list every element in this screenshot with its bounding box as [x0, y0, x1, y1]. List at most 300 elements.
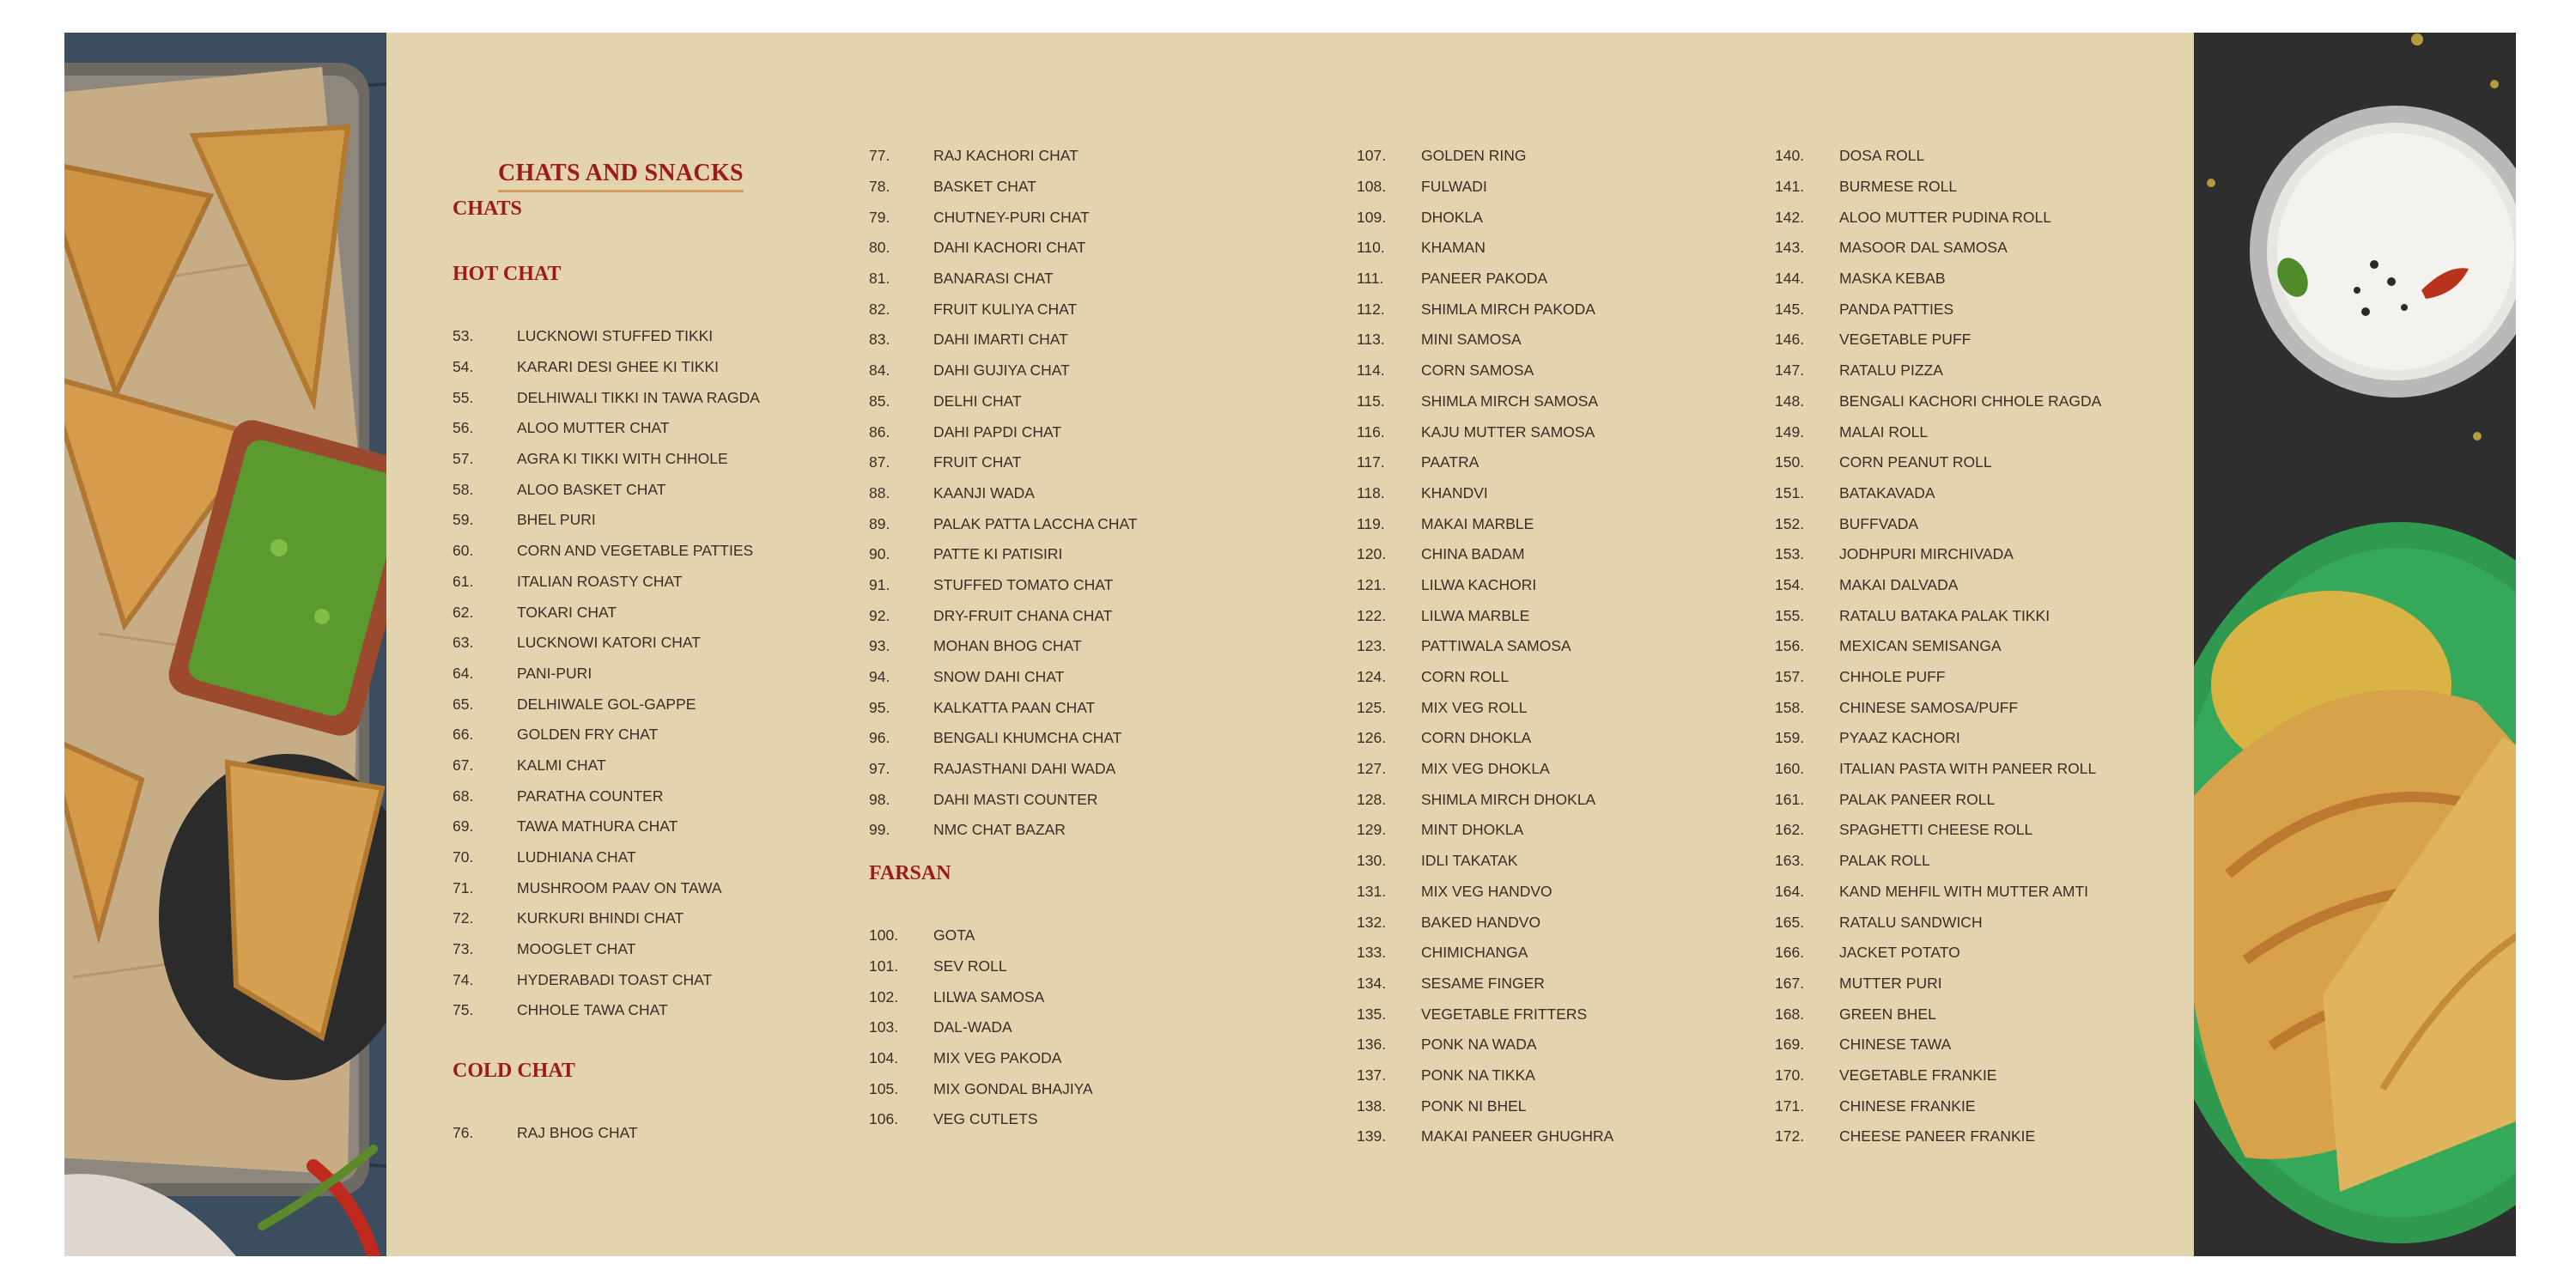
item-number: 64. [453, 664, 474, 682]
list-item [869, 202, 1138, 233]
list-item [1775, 416, 2101, 447]
list-item [453, 995, 760, 1026]
item-name: TOKARI CHAT [517, 603, 617, 621]
item-name: VEGETABLE PUFF [1839, 331, 1971, 349]
list-item [453, 352, 760, 383]
item-name: MAKAI PANEER GHUGHRA [1421, 1127, 1614, 1145]
item-name: CHINA BADAM [1421, 545, 1525, 563]
item-number: 172. [1775, 1127, 1805, 1145]
list-item [453, 505, 760, 536]
hot-chat-list [453, 321, 760, 1026]
item-name: DHOKLA [1421, 208, 1483, 226]
item-number: 99. [869, 821, 890, 839]
item-name: MIX GONDAL BHAJIYA [933, 1079, 1093, 1097]
item-name: NMC CHAT BAZAR [933, 821, 1066, 839]
list-item [1775, 999, 2101, 1030]
item-number: 159. [1775, 729, 1805, 747]
item-name: DOSA ROLL [1839, 147, 1925, 165]
item-name: DELHI CHAT [933, 392, 1022, 410]
list-item [1775, 508, 2101, 539]
item-number: 132. [1357, 913, 1387, 931]
list-item [1775, 325, 2101, 355]
list-item [1775, 754, 2101, 785]
item-number: 80. [869, 239, 890, 257]
item-number: 116. [1357, 422, 1385, 440]
list-item [1357, 141, 1613, 172]
item-name: AGRA KI TIKKI WITH CHHOLE [517, 450, 728, 468]
list-item [1775, 264, 2101, 295]
item-number: 72. [453, 909, 474, 927]
item-number: 134. [1357, 974, 1387, 992]
column-2-list [869, 141, 1138, 846]
list-item [869, 1043, 1093, 1074]
list-item [1775, 662, 2101, 693]
item-name: KHAMAN [1421, 239, 1485, 257]
item-name: SPAGHETTI CHEESE ROLL [1839, 821, 2033, 839]
item-number: 166. [1775, 944, 1805, 962]
item-name: CORN ROLL [1421, 668, 1510, 686]
list-item [1357, 325, 1613, 355]
item-name: CHHOLE TAWA CHAT [517, 1001, 668, 1019]
item-name: JODHPURI MIRCHIVADA [1839, 545, 2014, 563]
list-item [869, 172, 1138, 203]
list-item [1357, 1091, 1613, 1121]
item-number: 60. [453, 542, 474, 560]
item-name: KAND MEHFIL WITH MUTTER AMTI [1839, 882, 2089, 900]
item-number: 120. [1357, 545, 1387, 563]
item-number: 114. [1357, 361, 1385, 380]
item-name: CHINESE TAWA [1839, 1036, 1952, 1054]
item-number: 77. [869, 147, 890, 165]
item-number: 117. [1357, 453, 1385, 471]
item-name: BUFFVADA [1839, 514, 1919, 532]
list-item [869, 264, 1138, 295]
item-number: 104. [869, 1049, 899, 1067]
item-number: 164. [1775, 882, 1805, 900]
list-item [453, 444, 760, 475]
list-item [453, 597, 760, 628]
item-name: CORN AND VEGETABLE PATTIES [517, 542, 754, 560]
list-item [869, 920, 1093, 951]
list-item [869, 692, 1138, 723]
farsan-list [869, 920, 1093, 1135]
item-name: BENGALI KHUMCHA CHAT [933, 729, 1122, 747]
list-item [1775, 600, 2101, 631]
item-name: MUSHROOM PAAV ON TAWA [517, 878, 722, 896]
item-number: 148. [1775, 392, 1805, 410]
item-number: 145. [1775, 300, 1805, 318]
item-number: 110. [1357, 239, 1385, 257]
item-name: ITALIAN PASTA WITH PANEER ROLL [1839, 760, 2097, 778]
item-number: 113. [1357, 331, 1385, 349]
item-number: 88. [869, 483, 890, 501]
item-name: DELHIWALE GOL-GAPPE [517, 695, 696, 713]
item-name: DAHI IMARTI CHAT [933, 331, 1068, 349]
item-name: SESAME FINGER [1421, 974, 1545, 992]
item-number: 163. [1775, 852, 1805, 870]
list-item [1775, 172, 2101, 203]
item-name: PALAK ROLL [1839, 852, 1930, 870]
item-number: 123. [1357, 637, 1387, 655]
list-item [1357, 662, 1613, 693]
list-item [1775, 355, 2101, 386]
item-name: MOOGLET CHAT [517, 940, 636, 958]
item-number: 66. [453, 726, 474, 744]
item-name: DAHI GUJIYA CHAT [933, 361, 1070, 380]
list-item [869, 233, 1138, 264]
item-name: MASOOR DAL SAMOSA [1839, 239, 2008, 257]
list-item [1357, 539, 1613, 570]
item-number: 158. [1775, 698, 1805, 716]
item-name: GOTA [933, 927, 975, 945]
list-item [453, 321, 760, 352]
list-item [453, 750, 760, 781]
item-name: PARATHA COUNTER [517, 787, 664, 805]
item-name: DAL-WADA [933, 1018, 1012, 1036]
item-name: VEGETABLE FRITTERS [1421, 1005, 1588, 1023]
list-item [1775, 1060, 2101, 1091]
item-number: 118. [1357, 483, 1385, 501]
item-name: GREEN BHEL [1839, 1005, 1936, 1023]
item-name: PATTE KI PATISIRI [933, 545, 1063, 563]
item-number: 78. [869, 178, 890, 196]
item-name: KHANDVI [1421, 483, 1488, 501]
item-name: MASKA KEBAB [1839, 270, 1946, 288]
item-name: BATAKAVADA [1839, 483, 1935, 501]
item-number: 69. [453, 817, 474, 835]
item-name: PONK NI BHEL [1421, 1097, 1527, 1115]
item-number: 89. [869, 514, 890, 532]
item-name: MINT DHOKLA [1421, 821, 1524, 839]
item-number: 167. [1775, 974, 1805, 992]
item-number: 168. [1775, 1005, 1805, 1023]
item-name: KAANJI WADA [933, 483, 1035, 501]
list-item [453, 720, 760, 750]
list-item [869, 815, 1138, 846]
item-number: 91. [869, 575, 890, 593]
item-name: IDLI TAKATAK [1421, 852, 1518, 870]
list-item [869, 508, 1138, 539]
item-number: 149. [1775, 422, 1805, 440]
item-number: 141. [1775, 178, 1805, 196]
item-number: 56. [453, 419, 474, 437]
item-name: SNOW DAHI CHAT [933, 668, 1065, 686]
list-item [453, 659, 760, 690]
list-item [1357, 938, 1613, 969]
item-name: PONK NA WADA [1421, 1036, 1537, 1054]
list-item [453, 536, 760, 567]
item-number: 154. [1775, 575, 1805, 593]
list-item [1775, 233, 2101, 264]
item-name: MAKAI MARBLE [1421, 514, 1534, 532]
item-name: GOLDEN RING [1421, 147, 1527, 165]
item-name: KALMI CHAT [517, 756, 606, 774]
item-number: 55. [453, 388, 474, 406]
item-number: 96. [869, 729, 890, 747]
item-name: KURKURI BHINDI CHAT [517, 909, 684, 927]
list-item [453, 842, 760, 873]
chats-heading: CHATS [453, 197, 522, 220]
item-number: 153. [1775, 545, 1805, 563]
item-number: 169. [1775, 1036, 1805, 1054]
hot-chat-heading: HOT CHAT [453, 263, 562, 285]
item-number: 90. [869, 545, 890, 563]
cold-chat-heading: COLD CHAT [453, 1060, 575, 1082]
item-number: 98. [869, 790, 890, 808]
item-name: BHEL PURI [517, 511, 596, 529]
item-number: 170. [1775, 1066, 1805, 1084]
item-number: 107. [1357, 147, 1387, 165]
item-number: 121. [1357, 575, 1387, 593]
item-name: GOLDEN FRY CHAT [517, 726, 659, 744]
list-item [1357, 172, 1613, 203]
item-name: FRUIT KULIYA CHAT [933, 300, 1078, 318]
item-number: 97. [869, 760, 890, 778]
item-name: MALAI ROLL [1839, 422, 1929, 440]
item-name: PATTIWALA SAMOSA [1421, 637, 1571, 655]
list-item [453, 872, 760, 903]
list-item [1357, 877, 1613, 908]
item-name: ALOO BASKET CHAT [517, 480, 666, 498]
item-name: CHINESE FRANKIE [1839, 1097, 1976, 1115]
item-name: ALOO MUTTER PUDINA ROLL [1839, 208, 2051, 226]
item-number: 128. [1357, 790, 1387, 808]
item-number: 165. [1775, 913, 1805, 931]
item-name: STUFFED TOMATO CHAT [933, 575, 1114, 593]
item-number: 67. [453, 756, 474, 774]
list-item [453, 382, 760, 413]
list-item [453, 964, 760, 995]
item-number: 106. [869, 1110, 899, 1128]
list-item [869, 631, 1138, 662]
list-item [1357, 631, 1613, 662]
item-name: PANEER PAKODA [1421, 270, 1548, 288]
item-number: 155. [1775, 606, 1805, 624]
item-number: 73. [453, 940, 474, 958]
item-name: TAWA MATHURA CHAT [517, 817, 678, 835]
item-number: 71. [453, 878, 474, 896]
list-item [453, 689, 760, 720]
list-item [1775, 969, 2101, 999]
item-number: 135. [1357, 1005, 1387, 1023]
item-number: 112. [1357, 300, 1385, 318]
list-item [1775, 723, 2101, 754]
list-item [1775, 294, 2101, 325]
item-name: MIX VEG PAKODA [933, 1049, 1062, 1067]
item-number: 61. [453, 572, 474, 590]
item-number: 81. [869, 270, 890, 288]
item-number: 140. [1775, 147, 1805, 165]
item-number: 75. [453, 1001, 474, 1019]
cold-chat-list [453, 1118, 638, 1149]
item-number: 152. [1775, 514, 1805, 532]
item-name: HYDERABADI TOAST CHAT [517, 970, 713, 988]
item-name: KARARI DESI GHEE KI TIKKI [517, 358, 720, 376]
item-name: RAJ BHOG CHAT [517, 1124, 638, 1142]
item-name: ALOO MUTTER CHAT [517, 419, 670, 437]
item-number: 86. [869, 422, 890, 440]
item-name: PALAK PANEER ROLL [1839, 790, 1996, 808]
item-number: 105. [869, 1079, 899, 1097]
list-item [869, 294, 1138, 325]
item-number: 95. [869, 698, 890, 716]
item-name: CHINESE SAMOSA/PUFF [1839, 698, 2019, 716]
item-number: 142. [1775, 208, 1805, 226]
item-name: MAKAI DALVADA [1839, 575, 1959, 593]
list-item [869, 662, 1138, 693]
item-number: 124. [1357, 668, 1387, 686]
item-name: LILWA MARBLE [1421, 606, 1530, 624]
item-number: 84. [869, 361, 890, 380]
dosa-photo [2194, 33, 2516, 1256]
menu-spread [64, 33, 2516, 1256]
item-name: SHIMLA MIRCH DHOKLA [1421, 790, 1596, 808]
item-number: 54. [453, 358, 474, 376]
item-name: KALKATTA PAAN CHAT [933, 698, 1096, 716]
item-name: RATALU PIZZA [1839, 361, 1943, 380]
column-4-list [1775, 141, 2101, 1152]
list-item [1357, 723, 1613, 754]
item-number: 59. [453, 511, 474, 529]
item-name: PONK NA TIKKA [1421, 1066, 1535, 1084]
item-name: VEG CUTLETS [933, 1110, 1038, 1128]
item-name: MIX VEG DHOKLA [1421, 760, 1550, 778]
list-item [869, 570, 1138, 601]
item-number: 108. [1357, 178, 1387, 196]
item-name: MIX VEG HANDVO [1421, 882, 1552, 900]
item-name: DRY-FRUIT CHANA CHAT [933, 606, 1113, 624]
list-item [1357, 815, 1613, 846]
item-name: DELHIWALI TIKKI IN TAWA RAGDA [517, 388, 760, 406]
item-number: 58. [453, 480, 474, 498]
list-item [869, 325, 1138, 355]
item-number: 144. [1775, 270, 1805, 288]
list-item [869, 386, 1138, 417]
item-name: BASKET CHAT [933, 178, 1036, 196]
list-item [1775, 141, 2101, 172]
item-number: 126. [1357, 729, 1387, 747]
item-number: 136. [1357, 1036, 1387, 1054]
list-item [869, 1073, 1093, 1104]
item-name: MUTTER PURI [1839, 974, 1942, 992]
item-name: DAHI MASTI COUNTER [933, 790, 1098, 808]
item-number: 139. [1357, 1127, 1387, 1145]
list-item [1775, 907, 2101, 938]
item-number: 138. [1357, 1097, 1387, 1115]
item-name: KAJU MUTTER SAMOSA [1421, 422, 1595, 440]
item-number: 109. [1357, 208, 1387, 226]
item-name: MEXICAN SEMISANGA [1839, 637, 2002, 655]
list-item [1775, 846, 2101, 877]
page-title: CHATS AND SNACKS [498, 160, 744, 192]
item-number: 68. [453, 787, 474, 805]
list-item [453, 628, 760, 659]
item-number: 79. [869, 208, 890, 226]
list-item [869, 447, 1138, 478]
item-name: BAKED HANDVO [1421, 913, 1541, 931]
list-item [1357, 754, 1613, 785]
list-item [453, 934, 760, 965]
item-name: PANI-PURI [517, 664, 592, 682]
item-number: 143. [1775, 239, 1805, 257]
list-item [1775, 1121, 2101, 1152]
item-number: 147. [1775, 361, 1805, 380]
list-item [1357, 1030, 1613, 1060]
list-item [1775, 447, 2101, 478]
item-name: CHHOLE PUFF [1839, 668, 1946, 686]
item-number: 92. [869, 606, 890, 624]
item-name: PANDA PATTIES [1839, 300, 1954, 318]
list-item [869, 723, 1138, 754]
item-name: JACKET POTATO [1839, 944, 1960, 962]
item-number: 129. [1357, 821, 1387, 839]
item-number: 63. [453, 634, 474, 652]
list-item [1775, 877, 2101, 908]
item-number: 62. [453, 603, 474, 621]
list-item [453, 474, 760, 505]
item-name: SHIMLA MIRCH PAKODA [1421, 300, 1595, 318]
list-item [1357, 1121, 1613, 1152]
item-name: DAHI PAPDI CHAT [933, 422, 1062, 440]
item-name: CHUTNEY-PURI CHAT [933, 208, 1090, 226]
item-number: 150. [1775, 453, 1805, 471]
list-item [1357, 846, 1613, 877]
list-item [1357, 202, 1613, 233]
list-item [869, 416, 1138, 447]
item-name: SHIMLA MIRCH SAMOSA [1421, 392, 1599, 410]
item-number: 115. [1357, 392, 1385, 410]
list-item [1775, 1030, 2101, 1060]
list-item [869, 1104, 1093, 1135]
item-number: 131. [1357, 882, 1387, 900]
column-3-list [1357, 141, 1613, 1152]
list-item [869, 355, 1138, 386]
list-item [1357, 416, 1613, 447]
item-name: LILWA SAMOSA [933, 987, 1045, 1005]
samosa-photo [64, 33, 386, 1256]
item-number: 146. [1775, 331, 1805, 349]
list-item [1775, 539, 2101, 570]
list-item [453, 567, 760, 598]
item-number: 53. [453, 327, 474, 345]
list-item [869, 478, 1138, 509]
item-number: 93. [869, 637, 890, 655]
item-name: ITALIAN ROASTY CHAT [517, 572, 683, 590]
list-item [1357, 570, 1613, 601]
item-number: 76. [453, 1124, 474, 1142]
list-item [869, 784, 1138, 815]
item-number: 125. [1357, 698, 1387, 716]
list-item [869, 951, 1093, 982]
item-name: DAHI KACHORI CHAT [933, 239, 1086, 257]
list-item [1775, 784, 2101, 815]
item-number: 100. [869, 927, 899, 945]
list-item [869, 141, 1138, 172]
list-item [1357, 600, 1613, 631]
item-number: 151. [1775, 483, 1805, 501]
item-number: 130. [1357, 852, 1387, 870]
list-item [1357, 233, 1613, 264]
list-item [1357, 1060, 1613, 1091]
item-name: PAATRA [1421, 453, 1479, 471]
list-item [1357, 447, 1613, 478]
item-name: BENGALI KACHORI CHHOLE RAGDA [1839, 392, 2102, 410]
item-name: RAJASTHANI DAHI WADA [933, 760, 1116, 778]
item-name: PYAAZ KACHORI [1839, 729, 1960, 747]
list-item [453, 811, 760, 842]
list-item [1357, 355, 1613, 386]
list-item [1775, 1091, 2101, 1121]
